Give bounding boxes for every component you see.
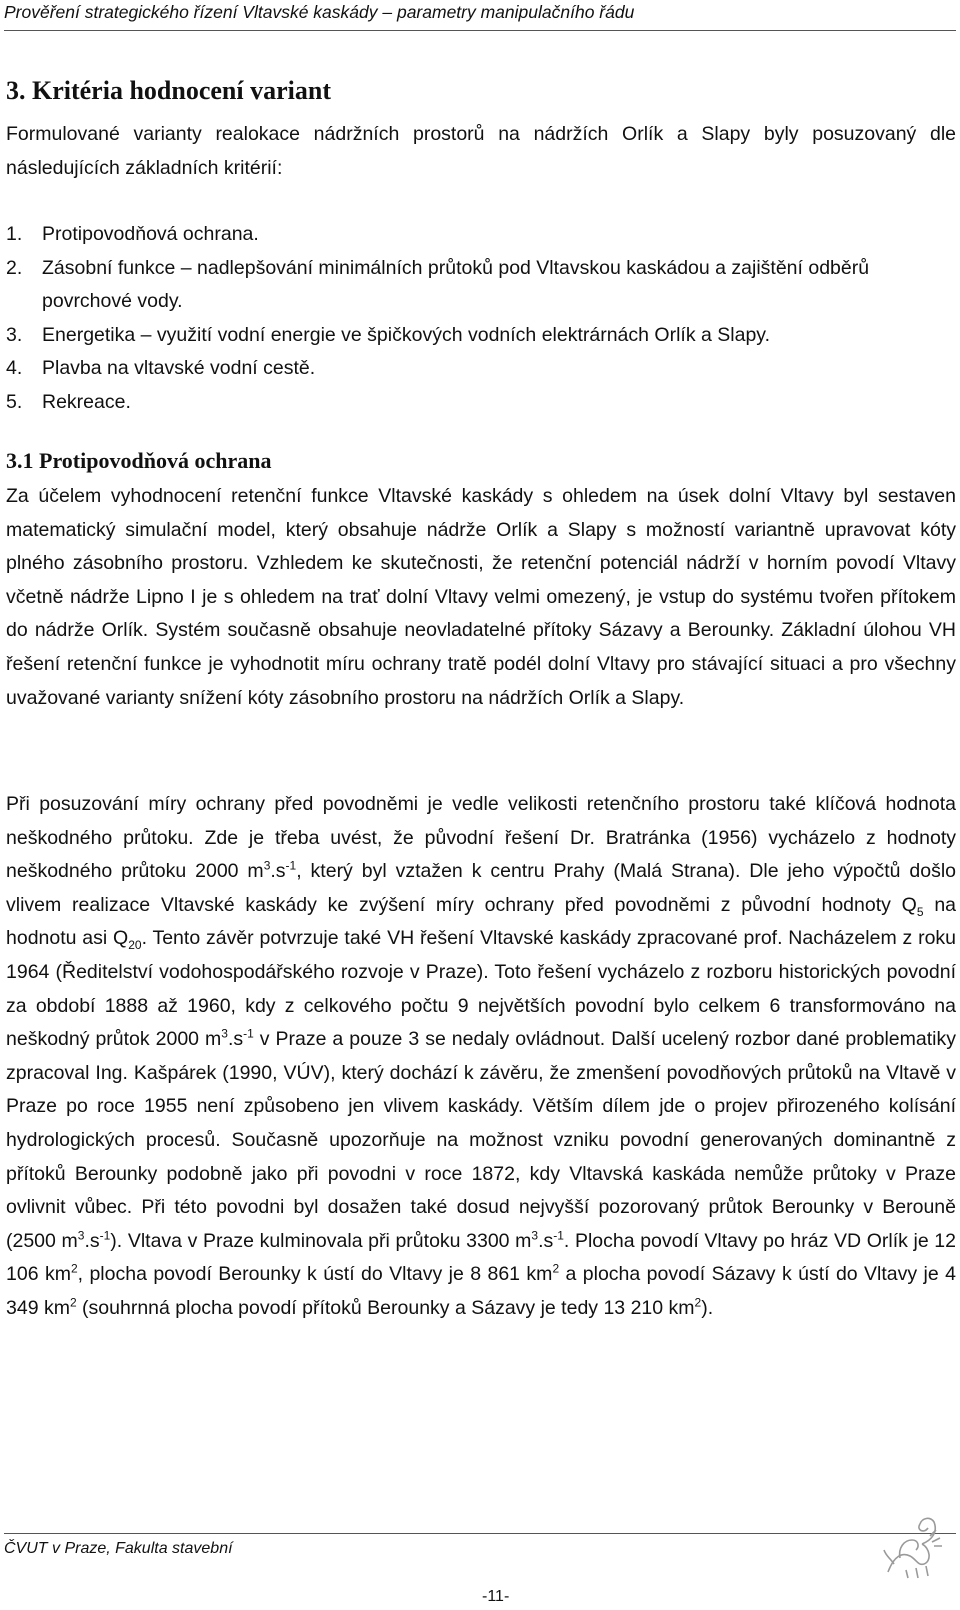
subsection-heading: 3.1 Protipovodňová ochrana (6, 448, 272, 473)
header-title: Prověření strategického řízení Vltavské kaskády – parametry manipulačního řádu (4, 2, 635, 22)
university-logo-icon (880, 1512, 946, 1582)
superscript: -1 (243, 1026, 254, 1041)
superscript: -1 (99, 1228, 111, 1243)
intro-paragraph: Formulované varianty realokace nádržních prostorů na nádržích Orlík a Slapy byly posuzovaný dle následujících základních kritérií: (6, 123, 956, 179)
list-item (6, 352, 956, 386)
flood-paragraph-1: Za účelem vyhodnocení retenční funkce Vltavské kaskády s ohledem na úsek dolní Vltavy byl sestaven matematický simulační model, který obsahuje nádrže Orlík a Slapy s možností variantně upravovat kóty plného zásobního prostoru. Vzhledem ke skutečnosti, že retenční potenciál nádrží v horním povodí Vltavy včetně nádrže Lipno I je s ohledem na trať dolní Vltavy velmi omezený, je vstup do systému tvořen přítokem do nádrže Orlík. Systém současně obsahuje neovladatelné přítoky Sázavy a Berounky. Základní úlohou VH řešení retenční funkce je vyhodnotit míru ochrany tratě podél dolní Vltavy pro stávající situaci a pro všechny uvažované varianty snížení kóty zásobního prostoru na nádržích Orlík a Slapy. (6, 485, 956, 709)
list-item (6, 386, 956, 420)
text-run: (souhrnná plocha povodí přítoků Berounky a Sázavy je tedy 13 210 km (76, 1296, 695, 1319)
superscript: 3 (531, 1228, 539, 1243)
superscript: 3 (221, 1026, 228, 1041)
list-item-text: Energetika – využití vodní energie ve špičkových vodních elektrárnách Orlík a Slapy. (42, 323, 771, 346)
list-item (6, 252, 956, 319)
list-item (6, 218, 956, 252)
list-item-text: Zásobní funkce – nadlepšování minimálních průtoků pod Vltavskou kaskádou a zajištění odběrů povrchové vody. (42, 256, 870, 313)
superscript: -1 (553, 1228, 564, 1243)
text-run: .s (538, 1229, 554, 1252)
text-run: . Tento závěr potvrzuje také VH řešení Vltavské kaskády zpracované prof. Nacházelem z roku 1964 (Ředitelství vodohospodářského rozvoje v Praze). Toto řešení vycházelo z rozboru historických povodní za období 1888 až 1960, kdy z celkového počtu 9 největších povodní bylo celkem 6 transformováno na neškodný průtok 2000 m (6, 927, 957, 1051)
superscript: 2 (552, 1261, 560, 1276)
list-item (6, 319, 956, 353)
list-item-text: Plavba na vltavské vodní cestě. (42, 357, 316, 380)
list-item-text: Rekreace. (42, 390, 131, 413)
list-item-number: 1. (6, 223, 23, 245)
text-run: v Praze a pouze 3 se nedaly ovládnout. Další ucelený rozbor dané problematiky zpracoval Ing. Kašpárek (1990, VÚV), který dochází k závěru, že zmenšení povodňových průtoků na Vltavě v Praze po roce 1955 není způsobeno jen vlivem kaskády. Větším dílem jde o projev přirozeného kolísání hydrologických procesů. Současně upozorňuje na možnost vzniku povodní generovaných dominantně z přítoků Berounky podobně jako při povodni v roce 1872, kdy Vltavská kaskáda nemůže průtoky v Praze ovlivnit vůbec. Při této povodni byl dosažen také dosud nejvyšší pozorovaný průtok Berounky v Berouně (2500 m (6, 1028, 956, 1252)
superscript: 2 (694, 1295, 702, 1310)
text-run: . Plocha povodí Vltavy po hráz VD Orlík je 12 106 km (6, 1229, 956, 1286)
section-heading: 3. Kritéria hodnocení variant (6, 76, 331, 105)
text-run: ). (701, 1296, 714, 1319)
text-run: Při posuzování míry ochrany před povodněmi je vedle velikosti retenčního prostoru také klíčová hodnota neškodného průtoku. Zde je třeba uvést, že původní řešení Dr. Bratránka (1956) vycházelo z hodnoty neškodného průtoku 2000 m (6, 793, 956, 883)
flood-paragraph-2 (6, 788, 956, 1326)
list-item-number: 3. (6, 323, 23, 346)
text-run: .s (270, 860, 286, 883)
subscript: 5 (916, 904, 924, 919)
list-item-text: Protipovodňová ochrana. (42, 223, 259, 245)
text-run: , který byl vztažen k centru Prahy (Malá Strana). Dle jeho výpočtů došlo vlivem realizace Vltavské kaskády ke zvýšení míry ochrany před povodněmi z původní hodnoty Q (6, 860, 956, 916)
text-run: , plocha povodí Berounky k ústí do Vltavy je 8 861 km (77, 1263, 553, 1286)
criteria-list (6, 218, 956, 420)
superscript: 2 (70, 1261, 78, 1276)
page-header (4, 0, 956, 31)
text-run: .s (84, 1229, 100, 1252)
subscript: 20 (128, 938, 142, 953)
footer-institution: ČVUT v Praze, Fakulta stavební (4, 1540, 233, 1557)
text-run: .s (227, 1028, 244, 1051)
superscript: 2 (69, 1295, 77, 1310)
page-footer (4, 1533, 956, 1610)
page-number: -11- (482, 1588, 510, 1605)
text-run: ). Vltava v Praze kulminovala při průtoku 3300 m (110, 1229, 532, 1252)
text-run: na hodnotu asi Q (6, 893, 957, 950)
superscript: 3 (263, 858, 271, 873)
text-run: a plocha povodí Sázavy k ústí do Vltavy je 4 349 km (6, 1263, 956, 1319)
list-item-number: 5. (6, 390, 23, 413)
superscript: -1 (285, 858, 297, 873)
list-item-number: 2. (6, 256, 23, 279)
superscript: 3 (77, 1228, 85, 1243)
list-item-number: 4. (6, 357, 23, 380)
